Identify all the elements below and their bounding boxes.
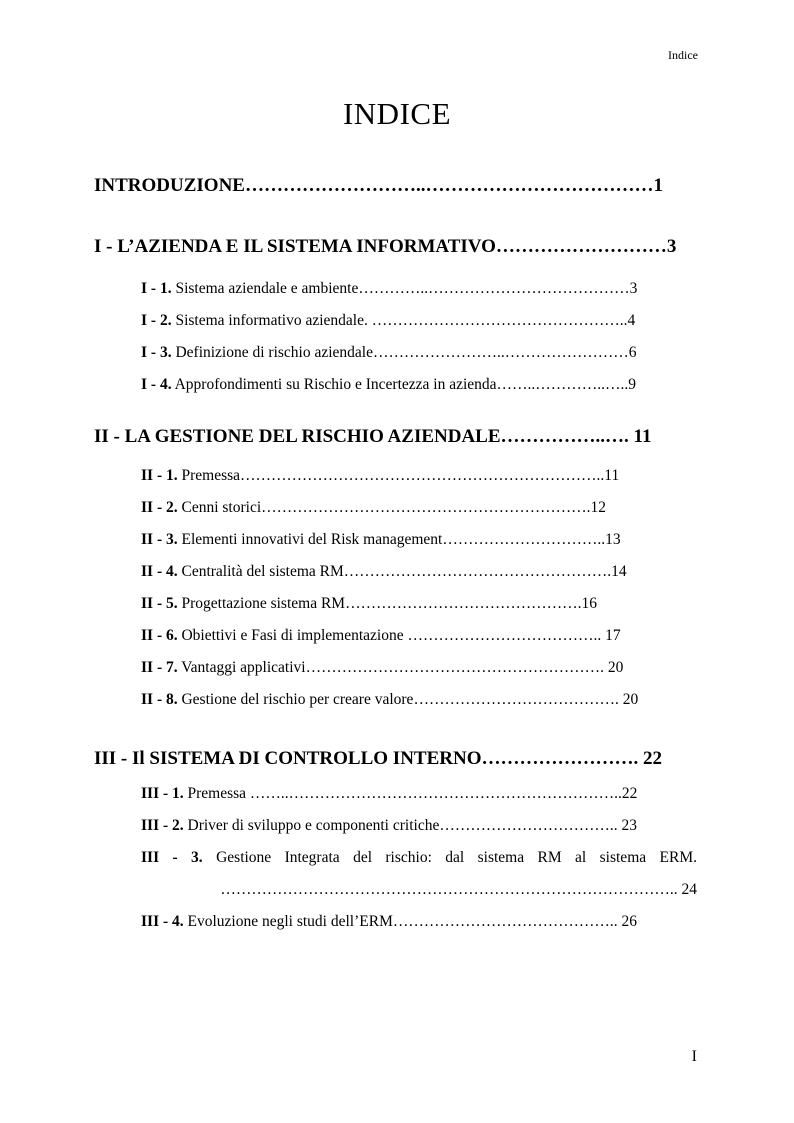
toc-entry-number: I - 2. [141, 312, 172, 329]
toc-chapter-1: I - L’AZIENDA E IL SISTEMA INFORMATIVO………………………3 [94, 236, 677, 257]
toc-entry-text: Vantaggi applicativi…………………………………………………. 20 [177, 659, 624, 676]
running-header: Indice [668, 48, 698, 62]
toc-entry-2-6 [141, 625, 697, 647]
toc-chapter-introduzione: INTRODUZIONE………………………..………………………………1 [94, 175, 663, 196]
toc-entry-number: II - 8. [141, 691, 178, 708]
page-title: INDICE [342, 96, 452, 131]
toc-entry-number: II - 5. [141, 595, 178, 612]
page-number: I [691, 1048, 697, 1065]
toc-entry-text: Obiettivi e Fasi di implementazione ……………………………….. 17 [177, 627, 621, 644]
toc-entry-number: II - 1. [141, 467, 178, 484]
toc-entry-number: I - 3. [141, 344, 172, 361]
toc-entry-number: III - 3. [141, 849, 203, 866]
toc-entry-number: III - 2. [141, 817, 184, 834]
toc-entry-text: Elementi innovativi del Risk management…………………………..13 [177, 531, 621, 548]
toc-entry-text: Sistema informativo aziendale. …………………………………………..4 [171, 312, 636, 329]
toc-entry-text: Gestione del rischio per creare valore…………………………………. 20 [177, 691, 639, 708]
toc-entry-3-4 [141, 911, 697, 933]
toc-entry-text: Evoluzione negli studi dell’ERM…………………………………….. 26 [183, 913, 637, 930]
toc-entry-number: II - 4. [141, 563, 178, 580]
toc-entry-2-3 [141, 529, 697, 551]
toc-entry-3-1 [141, 783, 697, 805]
toc-entry-1-2 [141, 310, 697, 332]
toc-entry-text: Definizione di rischio aziendale……………………..……………………6 [171, 344, 637, 361]
toc-entry-2-4 [141, 561, 697, 583]
toc-entry-3-3-continuation: …………………………………………………………………………….. 24 [220, 881, 697, 898]
toc-entry-number: III - 4. [141, 913, 184, 930]
toc-entry-number: I - 4. [141, 376, 172, 393]
toc-entry-number: II - 6. [141, 627, 178, 644]
toc-entry-text: Progettazione sistema RM……………………………………….16 [177, 595, 597, 612]
toc-entry-text: Approfondimenti su Rischio e Incertezza in azienda……..…………..…..9 [171, 376, 637, 393]
toc-entry-text: Centralità del sistema RM…………………………………………….14 [177, 563, 627, 580]
toc-entry-text: Premessa ……..………………………………………………………..22 [183, 785, 638, 802]
toc-chapter-3: III - Il SISTEMA DI CONTROLLO INTERNO……………………. 22 [94, 748, 662, 769]
toc-entry-text: Gestione Integrata del rischio: dal sistema RM al sistema ERM. [202, 849, 697, 866]
toc-entry-text: Driver di sviluppo e componenti critiche…………………………….. 23 [183, 817, 637, 834]
toc-entry-2-5 [141, 593, 697, 615]
toc-entry-1-3 [141, 342, 697, 364]
toc-entry-2-7 [141, 657, 697, 679]
toc-entry-3-3 [141, 847, 697, 869]
toc-entry-number: II - 2. [141, 499, 178, 516]
toc-entry-text: Sistema aziendale e ambiente…………..…………………………………3 [171, 280, 638, 297]
toc-entry-text: Premessa……………………………………………………………..11 [177, 467, 620, 484]
toc-entry-number: I - 1. [141, 280, 172, 297]
toc-entry-number: II - 3. [141, 531, 178, 548]
toc-chapter-2: II - LA GESTIONE DEL RISCHIO AZIENDALE……………..…. 11 [94, 426, 652, 447]
toc-entry-1-1 [141, 278, 697, 300]
toc-entry-number: II - 7. [141, 659, 178, 676]
toc-entry-1-4 [141, 374, 697, 396]
toc-entry-3-2 [141, 815, 697, 837]
toc-entry-2-8 [141, 689, 697, 711]
toc-entry-text: Cenni storici……………………………………………………….12 [177, 499, 607, 516]
toc-entry-2-2 [141, 497, 697, 519]
toc-entry-2-1 [141, 465, 697, 487]
toc-entry-number: III - 1. [141, 785, 184, 802]
